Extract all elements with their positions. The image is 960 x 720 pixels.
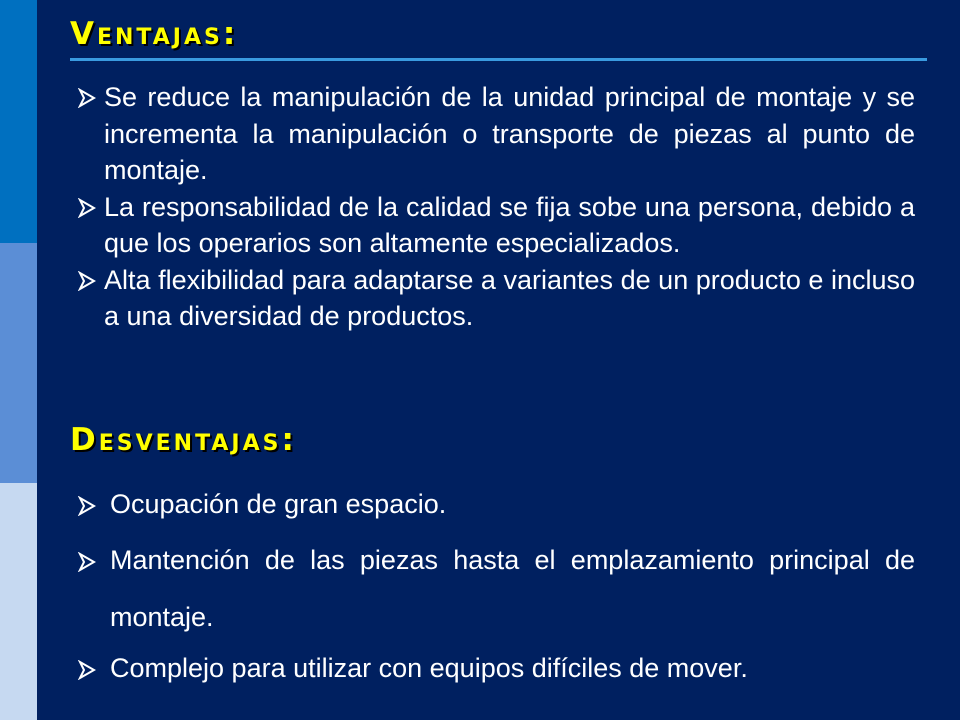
ventajas-item-text: La responsabilidad de la calidad se fija sobe una persona, debido a que los operarios son altamente especializados. — [104, 191, 915, 258]
ventajas-list — [77, 79, 915, 335]
ventajas-item — [77, 79, 915, 189]
accent-bar-segment-bottom — [0, 483, 37, 720]
left-accent-bar — [0, 0, 37, 720]
ventajas-item — [77, 189, 915, 262]
arrowhead-bullet-icon — [77, 271, 97, 291]
ventajas-item — [77, 262, 915, 335]
arrowhead-bullet-icon — [77, 660, 97, 680]
accent-bar-segment-top — [0, 0, 37, 243]
arrowhead-bullet-icon — [77, 88, 97, 108]
desventajas-item — [77, 484, 915, 525]
desventajas-item — [77, 648, 915, 689]
ventajas-item-text: Alta flexibilidad para adaptarse a variantes de un producto e incluso a una diversidad de productos. — [104, 264, 915, 331]
ventajas-item-text: Se reduce la manipulación de la unidad principal de montaje y se incrementa la manipulación o transporte de piezas al punto de montaje. — [104, 82, 915, 185]
arrowhead-bullet-icon — [77, 552, 97, 572]
desventajas-list — [77, 484, 915, 704]
heading-underline — [70, 58, 927, 61]
arrowhead-bullet-icon — [77, 496, 97, 516]
desventajas-heading: Desventajas: — [70, 422, 297, 458]
slide-content — [37, 0, 960, 720]
desventajas-item — [77, 532, 915, 646]
arrowhead-bullet-icon — [77, 198, 97, 218]
ventajas-heading: Ventajas: — [70, 16, 239, 52]
accent-bar-segment-middle — [0, 243, 37, 483]
desventajas-item-text: Mantención de las piezas hasta el emplazamiento principal de montaje. — [110, 545, 915, 632]
desventajas-item-text: Ocupación de gran espacio. — [110, 489, 447, 519]
desventajas-item-text: Complejo para utilizar con equipos difíciles de mover. — [110, 653, 748, 683]
